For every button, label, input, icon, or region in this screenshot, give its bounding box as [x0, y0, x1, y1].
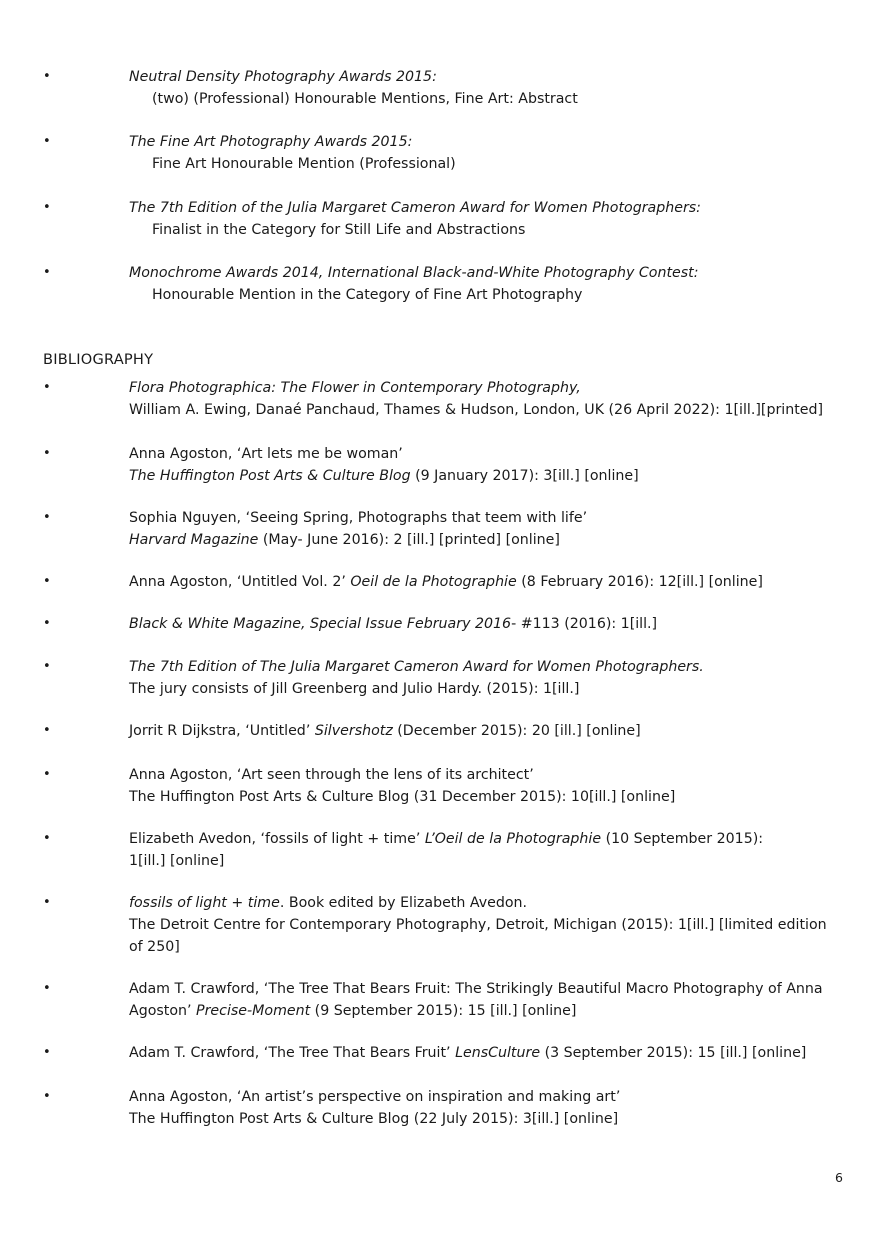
citation-details: (10 September 2015): — [601, 831, 764, 847]
bullet: • — [43, 895, 51, 910]
entry-citation: William A. Ewing, Danaé Panchaud, Thames & Hudson, London, UK (26 April 2022): 1[ill.][printed] — [129, 402, 824, 418]
bibliography-heading: BIBLIOGRAPHY — [43, 351, 154, 368]
citation-details: (9 January 2017): 3[ill.] [online] — [410, 468, 639, 484]
entry-citation — [129, 613, 844, 635]
award-detail: Finalist in the Category for Still Life and Abstractions — [152, 222, 526, 238]
entry-title: Anna Agoston, ‘Art lets me be woman’ — [129, 446, 403, 462]
entry-citation — [129, 529, 844, 551]
entry-title: Anna Agoston, ‘Art seen through the lens of its architect’ — [129, 767, 534, 783]
publication-name: L’Oeil de la Photographie — [424, 831, 602, 847]
book-editor: . Book edited by Elizabeth Avedon. — [279, 895, 528, 911]
entry-citation — [129, 465, 844, 487]
award-detail: (two) (Professional) Honourable Mentions, Fine Art: Abstract — [152, 91, 578, 107]
entry-title — [129, 892, 844, 914]
bullet: • — [43, 380, 51, 395]
publication-name: The Huffington Post Arts & Culture Blog — [129, 468, 411, 484]
citation-details: - #113 (2016): 1[ill.] — [511, 616, 658, 632]
author-title: Jorrit R Dijkstra, ‘Untitled’ — [129, 723, 315, 739]
book-title: fossils of light + time — [129, 895, 280, 911]
citation-details: (December 2015): 20 [ill.] [online] — [392, 723, 641, 739]
publication-name: Oeil de la Photographie — [350, 574, 517, 590]
entry-citation: The Huffington Post Arts & Culture Blog (22 July 2015): 3[ill.] [online] — [129, 1111, 619, 1127]
award-title: Monochrome Awards 2014, International Black-and-White Photography Contest: — [129, 265, 699, 281]
entry-citation — [129, 1000, 844, 1022]
bullet: • — [43, 510, 51, 525]
bullet: • — [43, 1089, 51, 1104]
bullet: • — [43, 767, 51, 782]
citation-details: (8 February 2016): 12[ill.] [online] — [516, 574, 763, 590]
bullet: • — [43, 446, 51, 461]
publication-name: Harvard Magazine — [129, 532, 259, 548]
bullet: • — [43, 616, 51, 631]
entry-citation — [129, 1042, 844, 1064]
entry-citation: The jury consists of Jill Greenberg and Julio Hardy. (2015): 1[ill.] — [129, 681, 580, 697]
award-detail: Honourable Mention in the Category of Fine Art Photography — [152, 287, 583, 303]
bullet: • — [43, 1045, 51, 1060]
entry-citation: The Huffington Post Arts & Culture Blog (31 December 2015): 10[ill.] [online] — [129, 789, 676, 805]
author-title: Adam T. Crawford, ‘The Tree That Bears Fruit’ — [129, 1045, 456, 1061]
author-title: Elizabeth Avedon, ‘fossils of light + time’ — [129, 831, 425, 847]
citation-details: (9 September 2015): 15 [ill.] [online] — [310, 1003, 577, 1019]
citation-details: (3 September 2015): 15 [ill.] [online] — [540, 1045, 807, 1061]
citation-details: (May- June 2016): 2 [ill.] [printed] [online] — [258, 532, 560, 548]
entry-title: Flora Photographica: The Flower in Contemporary Photography, — [129, 380, 581, 396]
entry-title: The 7th Edition of The Julia Margaret Cameron Award for Women Photographers. — [129, 659, 704, 675]
publication-name: Silvershotz — [314, 723, 393, 739]
entry-citation: The Detroit Centre for Contemporary Photography, Detroit, Michigan (2015): 1[ill.] [limited edition of 250] — [129, 917, 827, 955]
award-title: The 7th Edition of the Julia Margaret Cameron Award for Women Photographers: — [129, 200, 701, 216]
award-title: The Fine Art Photography Awards 2015: — [129, 134, 413, 150]
entry-citation — [129, 828, 844, 850]
publication-name: Black & White Magazine, Special Issue February 2016 — [129, 616, 512, 632]
entry-citation — [129, 571, 844, 593]
author-title: Anna Agoston, ‘Untitled Vol. 2’ — [129, 574, 351, 590]
bullet: • — [43, 659, 51, 674]
publication-name: LensCulture — [455, 1045, 541, 1061]
entry-citation — [129, 720, 844, 742]
entry-title: Anna Agoston, ‘An artist’s perspective on inspiration and making art’ — [129, 1089, 621, 1105]
bullet: • — [43, 574, 51, 589]
bullet: • — [43, 69, 51, 84]
publication-name: Precise-Moment — [196, 1003, 311, 1019]
page-number: 6 — [835, 1170, 843, 1185]
bullet: • — [43, 200, 51, 215]
bullet: • — [43, 265, 51, 280]
award-title: Neutral Density Photography Awards 2015: — [129, 69, 437, 85]
entry-citation-continued: 1[ill.] [online] — [129, 853, 225, 869]
bullet: • — [43, 981, 51, 996]
entry-title: Adam T. Crawford, ‘The Tree That Bears Fruit: The Strikingly Beautiful Macro Photography of Anna — [129, 981, 823, 997]
entry-title: Sophia Nguyen, ‘Seeing Spring, Photographs that teem with life’ — [129, 510, 588, 526]
bullet: • — [43, 723, 51, 738]
bullet: • — [43, 831, 51, 846]
bullet: • — [43, 134, 51, 149]
author-title: Agoston’ — [129, 1003, 197, 1019]
award-detail: Fine Art Honourable Mention (Professional) — [152, 156, 456, 172]
